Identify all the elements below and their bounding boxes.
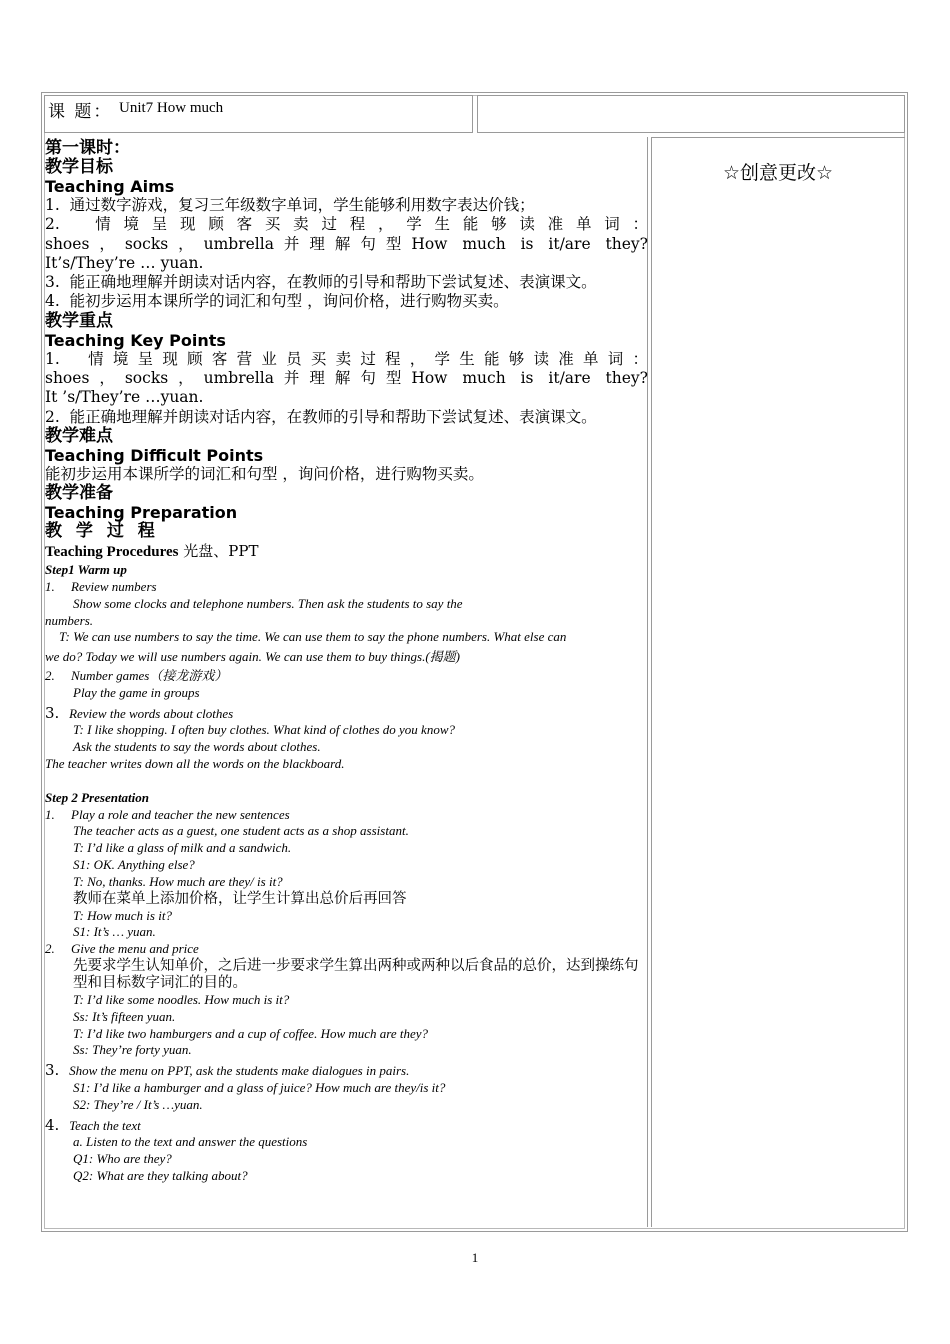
step2-title: Step 2 Presentation [45, 789, 150, 805]
key-title-cn: 教学重点 [45, 310, 113, 331]
difficult-title-cn: 教学难点 [45, 425, 113, 446]
key-item-1: 1. 情境呈现顾客营业员买卖过程，学生能够读准单词： shoes，socks，umbrella并理解句型How much is it/are they? It ’s/They’re …yuan. [45, 349, 648, 407]
aims-item-2: 2. 情境呈现顾客买卖过程，学生能够读准单词： shoes，socks，umbrella并理解句型How much is it/are they? It’s/They’re … yuan. [45, 215, 648, 272]
key-list [45, 350, 648, 427]
procedures-line [45, 541, 648, 562]
step2-item-1: 1. Play a role and teacher the new sentences The teacher acts as a guest, one student acts as a shop assistant. T: I’d like a glass of milk and a sandwich. S1: OK. Anything else? T: No, thanks. How much are they/ is it? 教师在菜单上添加价格，让学生计算出总价后再回答 T: How much is it? S1: It’s … yuan. [45, 806, 409, 940]
topic-value: Unit7 How much [119, 100, 224, 116]
key-title-en: Teaching Key Points [45, 330, 226, 350]
title-cell-empty [477, 95, 905, 133]
procedures-materials: 光盘、PPT [183, 542, 259, 561]
step2-item-4: 4. Teach the text a. Listen to the text and answer the questions Q1: Who are they? Q2: What are they talking about? [45, 1115, 308, 1183]
lesson-number: 第一课时： [45, 138, 130, 158]
prep-title-en: Teaching Preparation [45, 503, 238, 523]
side-note-cell [651, 137, 905, 1227]
procedures-title-cn: 教 学 过 程 [45, 521, 159, 542]
aims-title-cn: 教学目标 [45, 157, 113, 177]
page-number: 1 [471, 1250, 479, 1265]
step1-item-1: 1. Review numbers Show some clocks and telephone numbers. Then ask the students to say the numbers. T: We can use numbers to say the time. We can use them to say the phone numbers. What else can we do? Today we will use numbers again. We can use them to buy things.(揭题) [45, 579, 567, 665]
topic-label: 课 题： [48, 102, 113, 122]
step1-item-2: 2. Number games（接龙游戏） Play the game in groups [45, 668, 228, 700]
procedures-title-en: Teaching Procedures [45, 544, 179, 561]
step1-title: Step1 Warm up [45, 562, 127, 578]
aims-item-4: 4. 能初步运用本课所学的词汇和句型 ，询问价格，进行购物买卖。 [45, 292, 509, 311]
aims-item-1: 1. 通过数字游戏，复习三年级数字单词，学生能够利用数字表达价钱； [45, 196, 535, 214]
step2-item-3: 3. Show the menu on PPT, ask the students make dialogues in pairs. S1: I’d like a hamburger and a glass of juice? How much are they/is it? S2: They’re / It’s …yuan. [45, 1061, 446, 1112]
aims-title-en: Teaching Aims [45, 177, 175, 196]
key-item-2: 2. 能正确地理解并朗读对话内容，在教师的引导和帮助下尝试复述、表演课文。 [45, 407, 597, 426]
lesson-content [45, 139, 648, 1185]
step2-item-2: 2. Give the menu and price 先要求学生认知单价，之后进一步要求学生算出两种或两种以后食品的总价，达到操练句型和目标数字词汇的目的。 T: I’d like some noodles. How much is it? Ss: It’s fifteen yuan. T: I’d like two hamburgers and a cup of coffee. How much are they? Ss: They’re forty yuan. [45, 941, 639, 1058]
difficult-title-en: Teaching Difficult Points [45, 445, 264, 465]
aims-item-3: 3. 能正确地理解并朗读对话内容，在教师的引导和帮助下尝试复述、表演课文。 [45, 273, 597, 292]
aims-list [45, 196, 648, 312]
step1-item-3: 3. Review the words about clothes T: I like shopping. I often buy clothes. What kind of clothes do you know? Ask the students to say the words about clothes. The teacher writes down all the words on the blackboard. [45, 703, 455, 772]
prep-title-cn: 教学准备 [45, 483, 113, 504]
side-note: ☆创意更改☆ [722, 162, 834, 184]
difficult-text: 能初步运用本课所学的词汇和句型 ，询问价格，进行购物买卖。 [45, 464, 484, 483]
